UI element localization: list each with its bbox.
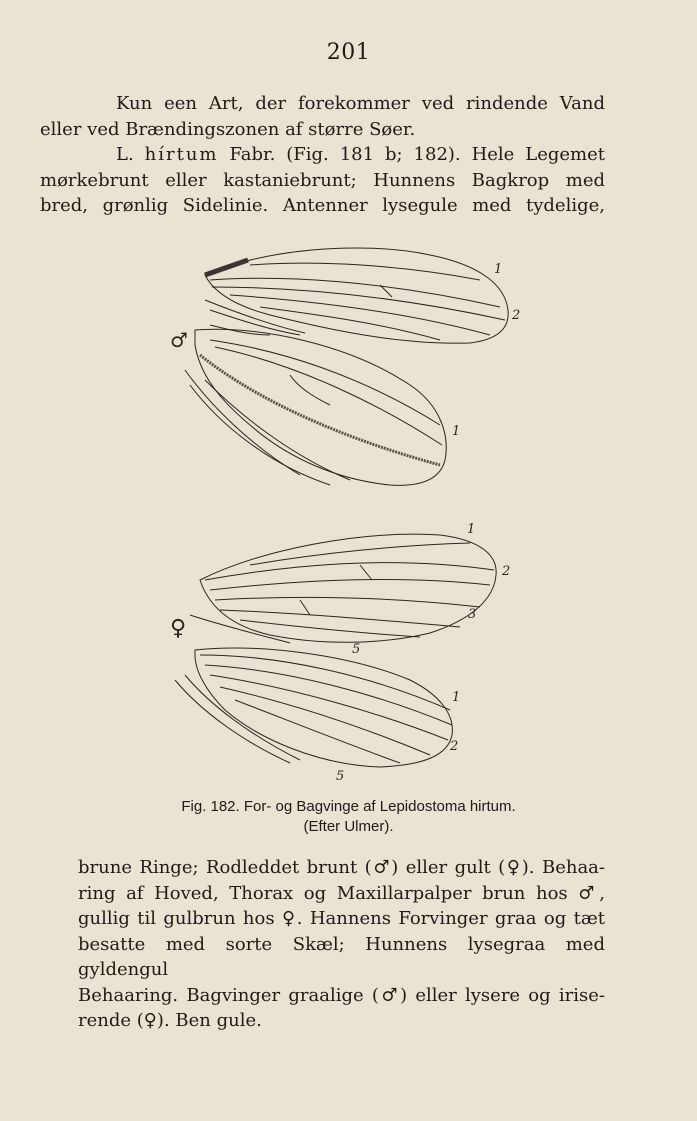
- paragraph-species: [40, 142, 606, 219]
- male-symbol: [170, 328, 188, 352]
- text-line: bred, grønlig Sidelinie. Antenner lysegule med tydelige,: [40, 195, 605, 216]
- caption-source: (Efter Ulmer).: [303, 818, 394, 835]
- bottom-text-block: [78, 855, 605, 1034]
- vein-label: 1: [494, 262, 503, 277]
- female-hindwing: [175, 648, 452, 767]
- page-number: 201: [326, 40, 371, 65]
- vein-label: 2: [502, 564, 511, 579]
- vein-label: 5: [336, 769, 345, 784]
- wing-figure: [0, 235, 697, 795]
- svg-text:♂: ♂: [170, 328, 188, 352]
- species-name: hírtum: [144, 144, 219, 165]
- wing-illustration: [0, 235, 697, 795]
- caption-line: Fig. 182. For- og Bagvinge af Lepidostoma hirtum.: [181, 798, 516, 815]
- text-line: besatte med sorte Skæl; Hunnens lysegraa med gyldengul: [78, 933, 605, 980]
- species-heading-line: [78, 142, 605, 168]
- vein-label: 1: [452, 424, 461, 439]
- text-line: ring af Hoved, Thorax og Maxillarpalper brun hos ♂,: [78, 882, 605, 904]
- text-line: gullig til gulbrun hos ♀. Hannens Forvinger graa og tæt: [78, 908, 605, 929]
- male-hindwing: [185, 329, 446, 485]
- paragraph-intro: [40, 91, 605, 142]
- species-description-start: Fabr. (Fig. 181 b; 182). Hele Legemet: [229, 144, 606, 165]
- vein-label: 1: [452, 690, 461, 705]
- vein-label: 2: [450, 739, 459, 754]
- svg-text:♀: ♀: [170, 616, 187, 641]
- female-forewing: [190, 534, 496, 643]
- vein-label: 2: [512, 308, 521, 323]
- genus-abbrev: L.: [116, 144, 134, 165]
- vein-label: 3: [468, 607, 477, 622]
- text-line: brune Ringe; Rodleddet brunt (♂) eller gult (♀). Behaa-: [78, 857, 605, 878]
- text-line: rende (♀). Ben gule.: [78, 1010, 262, 1031]
- vein-label: 5: [352, 642, 361, 657]
- text-line: eller ved Brændingszonen af større Søer.: [40, 118, 416, 140]
- figure-caption: [0, 797, 697, 837]
- text-line: Kun een Art, der forekommer ved rindende Vand: [116, 93, 605, 114]
- male-forewing: [205, 248, 508, 343]
- text-line: mørkebrunt eller kastaniebrunt; Hunnens Bagkrop med: [40, 169, 605, 191]
- female-symbol: [170, 616, 186, 641]
- text-line: Behaaring. Bagvinger graalige (♂) eller lysere og irise-: [78, 984, 605, 1006]
- top-text-block: [40, 91, 606, 219]
- vein-label: 1: [467, 522, 476, 537]
